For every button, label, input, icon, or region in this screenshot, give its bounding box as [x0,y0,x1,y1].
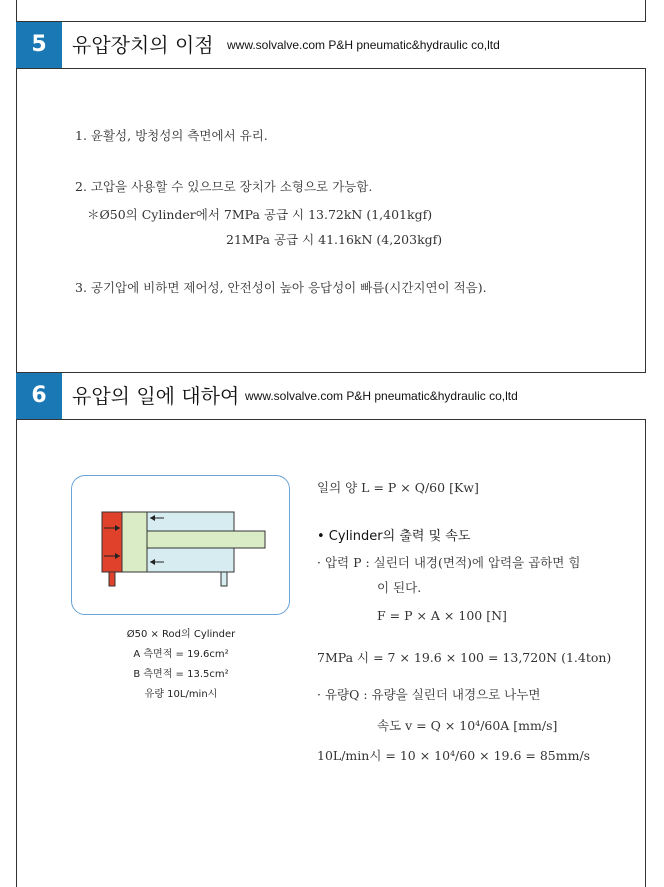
cylinder-end-cap [102,512,122,572]
cylinder-rod [147,531,265,548]
section5-item1: 1. 윤활성, 방청성의 측면에서 유리. [75,128,268,143]
section5-item3: 3. 공기압에 비하면 제어성, 안전성이 높아 응답성이 빠름(시간지연이 적음). [75,280,487,295]
section5-title: 유압장치의 이점 [72,33,214,57]
diagram-caption-line3: B 측면적 = 13.5cm² [133,669,229,680]
pressure-line2: 이 된다. [377,580,422,595]
diagram-caption-line2: A 측면적 = 19.6cm² [133,649,229,660]
section6-number: 6 [16,373,62,419]
section5-item2-note2: 21MPa 공급 시 41.16kN (4,203kgf) [226,232,443,247]
section6-title: 유압의 일에 대하여 [72,384,240,408]
diagram-caption-line4: 유량 10L/min시 [144,689,218,700]
section5-number: 5 [16,22,62,68]
work-formula: 일의 양 L = P × Q/60 [Kw] [317,480,479,495]
page-frame-left [16,0,17,887]
page-frame-right [645,0,646,887]
output-speed-subheading: • Cylinder의 출력 및 속도 [317,529,471,544]
speed-example: 10L/min시 = 10 × 10⁴/60 × 19.6 = 85mm/s [317,748,591,763]
cylinder-diagram [72,476,289,614]
section6-header [16,372,646,420]
cylinder-leg-left [109,572,115,586]
force-example: 7MPa 시 = 7 × 19.6 × 100 = 13,720N (1.4ton) [317,650,612,665]
section5-header [16,21,646,69]
speed-formula: 속도 v = Q × 10⁴/60A [mm/s] [377,718,558,733]
cylinder-leg-right [221,572,227,586]
force-formula: F = P × A × 100 [N] [377,608,507,623]
section5-item2: 2. 고압을 사용할 수 있으므로 장치가 소형으로 가능함. [75,179,373,194]
cylinder-piston [122,512,147,572]
section5-site: www.solvalve.com P&H pneumatic&hydraulic co,ltd [227,38,500,52]
diagram-caption-line1: Ø50 × Rod의 Cylinder [126,629,236,640]
section6-site: www.solvalve.com P&H pneumatic&hydraulic co,ltd [245,389,518,403]
section5-item2-note1: ＊Ø50의 Cylinder에서 7MPa 공급 시 13.72kN (1,401kgf) [87,207,433,222]
cylinder-diagram-frame [71,475,290,615]
pressure-line1: · 압력 P : 실린더 내경(면적)에 압력을 곱하면 힘 [317,555,581,570]
flow-line: · 유량Q : 유량을 실린더 내경으로 나누면 [317,687,541,702]
